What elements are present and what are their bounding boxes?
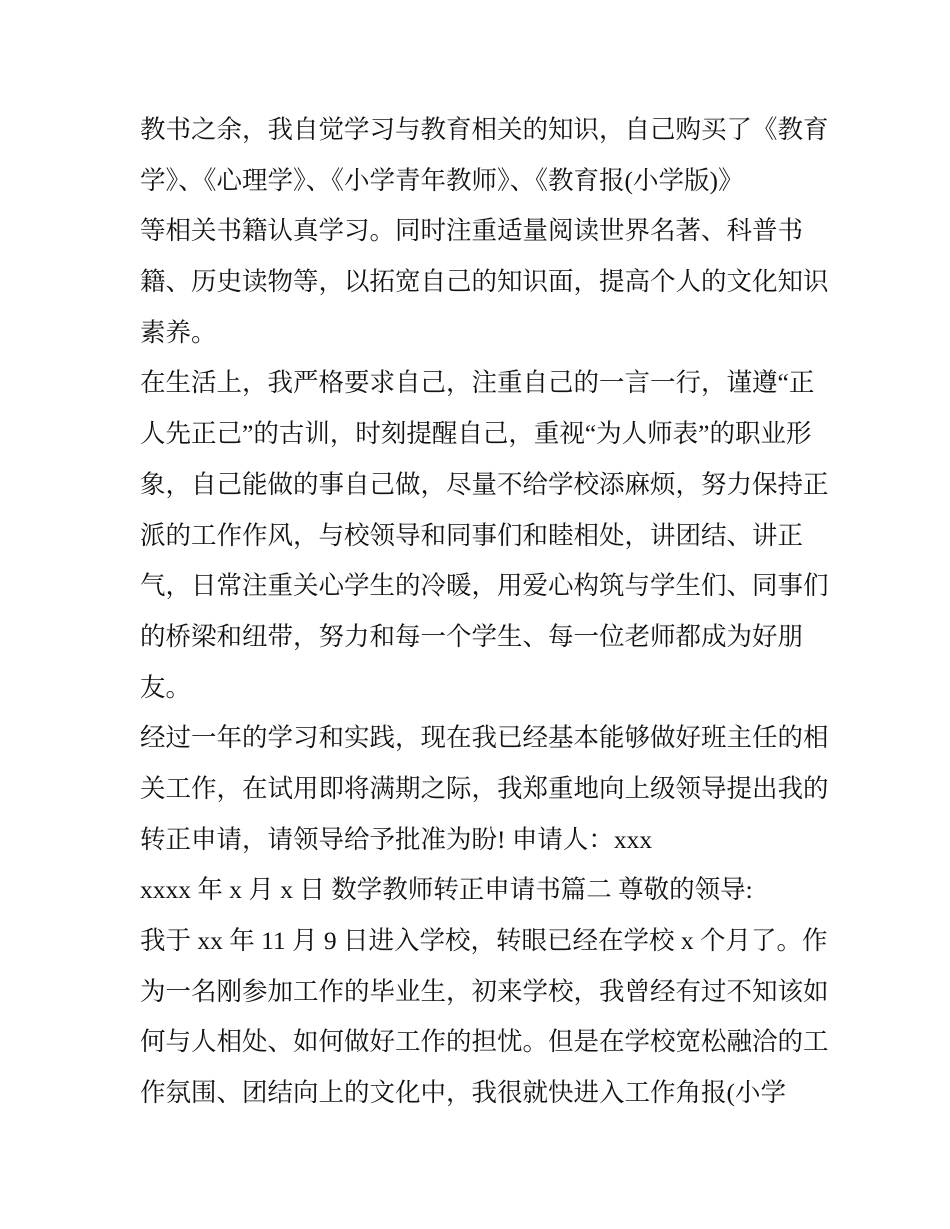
text-line: 的桥梁和纽带，努力和每一个学生、每一位老师都成为好朋 bbox=[140, 621, 804, 651]
text-line: 何与人相处、如何做好工作的担忧。但是在学校宽松融洽的工 bbox=[140, 1027, 829, 1057]
text-line: 象，自己能做的事自己做，尽量不给学校添麻烦，努力保持正 bbox=[140, 469, 829, 499]
text-line: 我于 xx 年 11 月 9 日进入学校，转眼已经在学校 x 个月了。作 bbox=[140, 926, 828, 955]
text-line: xxxx 年 x 月 x 日 数学教师转正申请书篇二 尊敬的领导: bbox=[140, 875, 753, 905]
text-line: 关工作，在试用即将满期之际，我郑重地向上级领导提出我的 bbox=[140, 773, 829, 803]
text-line: 转正申请，请领导给予批准为盼! 申请人：xxx bbox=[140, 824, 653, 854]
text-line: 经过一年的学习和实践，现在我已经基本能够做好班主任的相 bbox=[140, 723, 829, 753]
text-line: 学》、《心理学》、《小学青年教师》、《教育报(小学版)》 bbox=[140, 165, 744, 195]
text-line: 派的工作作风，与校领导和同事们和睦相处，讲团结、讲正 bbox=[140, 520, 804, 550]
text-line: 教书之余，我自觉学习与教育相关的知识，自己购买了《教育 bbox=[140, 115, 829, 144]
text-line: 作氛围、团结向上的文化中，我很就快进入工作角报(小学 bbox=[140, 1078, 786, 1108]
text-line: 人先正己”的古训，时刻提醒自己，重视“为人师表”的职业形 bbox=[140, 419, 812, 449]
text-line: 素养。 bbox=[140, 317, 217, 347]
text-line: 等相关书籍认真学习。同时注重适量阅读世界名著、科普书 bbox=[140, 216, 804, 246]
text-line: 友。 bbox=[140, 672, 192, 702]
text-line: 为一名刚参加工作的毕业生，初来学校，我曾经有过不知该如 bbox=[140, 976, 829, 1006]
text-line: 在生活上，我严格要求自己，注重自己的一言一行，谨遵“正 bbox=[140, 368, 815, 398]
text-line: 籍、历史读物等，以拓宽自己的知识面，提高个人的文化知识 bbox=[140, 267, 829, 297]
document-body bbox=[140, 105, 829, 1119]
text-line: 气，日常注重关心学生的冷暖，用爱心构筑与学生们、同事们 bbox=[140, 571, 829, 601]
